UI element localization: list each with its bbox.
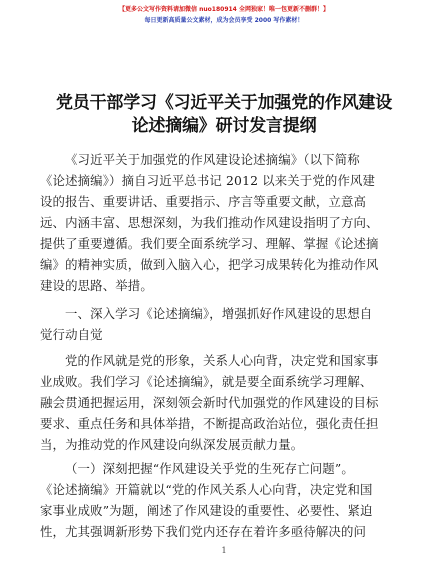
paragraph-line: 融会贯通把握运用，深刻领会新时代加强党的作风建设的目标 [40,395,379,410]
section-1-paragraph [40,350,412,455]
intro-line: 设的报告、重要讲话、重要指示、序言等重要文献，立意高 [40,194,367,209]
promo-banner-line-2: 每日更新高质量公文素材，成为会员享受 2000 写作素材！ [144,17,304,24]
subsection-1 [40,458,412,542]
subsection-line: 《论述摘编》开篇就以“党的作风关系人心向背，决定党和国 [40,482,373,497]
section-heading-line: 觉行动自觉 [40,327,103,342]
subsection-line: 性，尤其强调新形势下我们党内还存在着许多亟待解决的问 [40,524,367,539]
promo-banner-line-1: 【更多公文写作资料请加微信 nuo180914 全网独家！唯一包更新不删群！】 [119,6,329,13]
intro-line: 建设的思路、举措。 [40,278,153,293]
subsection-line: 家事业成败”为题，阐述了作风建设的重要性、必要性、紧迫 [40,503,373,518]
document-title-line-2: 论述摘编》研讨发言提纲 [131,116,317,136]
paragraph-line: 党的作风就是党的形象，关系人心向背，决定党和国家事 [65,353,379,368]
intro-line: 编》的精神实质，做到入脑入心，把学习成果转化为推动作风 [40,257,379,272]
page-number: 1 [221,546,227,555]
paragraph-line: 要求、重点任务和具体举措，不断提高政治站位，强化责任担 [40,416,379,431]
intro-line: 《论述摘编》）摘自习近平总书记 2012 以来关于党的作风建 [40,173,376,188]
section-1-heading [40,303,412,345]
intro-line: 提供了重要遵循。我们要全面系统学习、理解、掌握《论述摘 [40,236,379,251]
paragraph-line: 业成败。我们学习《论述摘编》，就是要全面系统学习理解、 [40,374,373,389]
intro-line: 远、内涵丰富、思想深刻，为我们推动作风建设指明了方向、 [40,215,379,230]
intro-paragraph [40,149,412,296]
promo-banner [0,4,448,26]
section-heading-line: 一、深入学习《论述摘编》，增强抓好作风建设的思想自 [65,306,373,321]
subsection-line: （一）深刻把握“作风建设关乎党的生死存亡问题”。 [65,461,354,476]
intro-line: 《习近平关于加强党的作风建设论述摘编》（以下简称 [65,152,360,167]
paragraph-line: 当，为推动党的作风建设向纵深发展贡献力量。 [40,437,304,452]
document-title-line-1: 党员干部学习《习近平关于加强党的作风建设 [56,93,392,113]
